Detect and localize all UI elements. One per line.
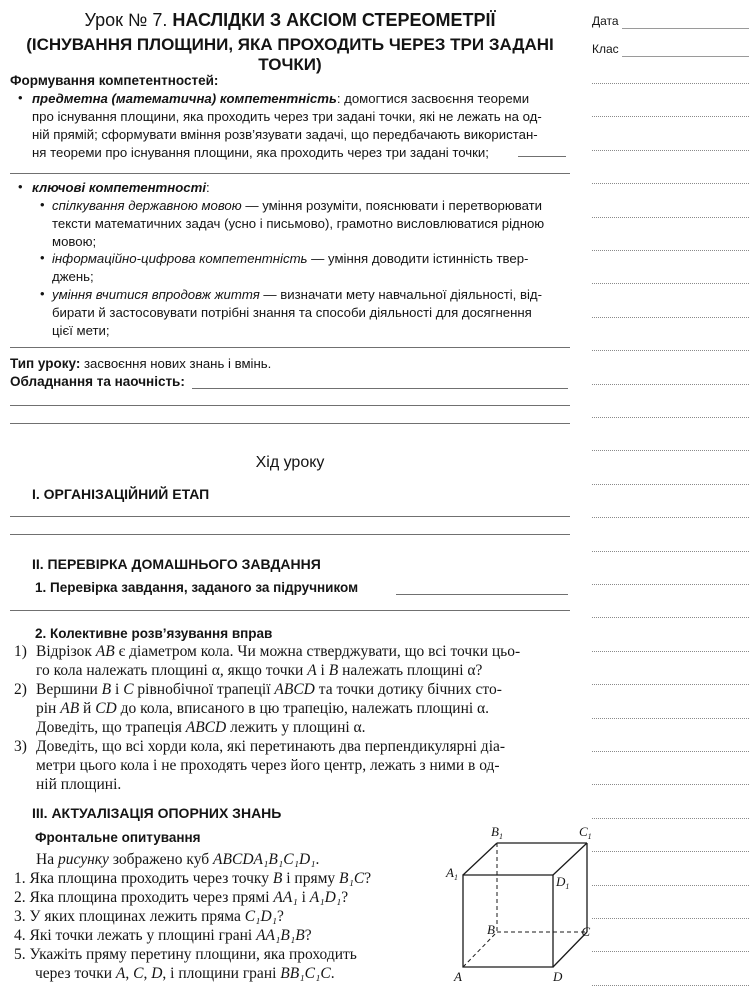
question-5-cont: через точки A, C, D, і площини грані BB₁C₁C. bbox=[35, 965, 335, 982]
blank-line bbox=[10, 534, 570, 535]
lifelong-line-3: цієї мети; bbox=[52, 323, 110, 338]
bullet-icon: • bbox=[18, 179, 23, 194]
competencies-heading: Формування компетентностей: bbox=[10, 73, 219, 88]
vertex-label-c1: $C_1$ bbox=[579, 824, 592, 841]
blank-line bbox=[10, 610, 570, 611]
homework-line bbox=[396, 594, 568, 595]
margin-line bbox=[592, 985, 749, 986]
margin-line bbox=[592, 317, 749, 318]
date-line bbox=[622, 28, 749, 29]
margin-line bbox=[592, 551, 749, 552]
equipment-label: Обладнання та наочність: bbox=[10, 374, 185, 389]
margin-line bbox=[592, 517, 749, 518]
subject-line-3: ній прямій; сформувати вміння розв’язувати задачі, що передбачають використан- bbox=[32, 127, 538, 142]
vertex-label-d1: $D_1$ bbox=[556, 874, 570, 891]
question-5: 5. Укажіть пряму перетину площини, яка проходить bbox=[14, 946, 357, 963]
key-term: ключові компетентності bbox=[32, 180, 207, 195]
exercise-number: 2) bbox=[14, 681, 27, 698]
margin-line bbox=[592, 83, 749, 84]
key-competencies bbox=[32, 179, 210, 197]
question-4: 4. Які точки лежать у площині грані AA₁B₁B? bbox=[14, 927, 312, 944]
communication-line-3: мовою; bbox=[52, 234, 97, 249]
bullet-icon: • bbox=[40, 197, 45, 212]
vertex-label-b: B bbox=[487, 922, 495, 937]
digital-term: інформаційно-цифрова компетентність bbox=[52, 251, 308, 266]
exercises-heading: 2. Колективне розв’язування вправ bbox=[35, 626, 273, 641]
margin-line bbox=[592, 584, 749, 585]
margin-line bbox=[592, 384, 749, 385]
blank-line bbox=[518, 156, 566, 157]
communication-line-2: тексти математичних задач (усно і письмово), грамотно висловлюватися рідною bbox=[52, 216, 545, 231]
lesson-type bbox=[10, 355, 271, 373]
lesson-topic: НАСЛІДКИ З АКСІОМ СТЕРЕОМЕТРІЇ bbox=[172, 10, 496, 30]
vertex-label-a1: $A_1$ bbox=[446, 865, 458, 882]
digital-competence bbox=[52, 250, 577, 286]
margin-line bbox=[592, 718, 749, 719]
margin-line bbox=[592, 851, 749, 852]
communication-term: спілкування державною мовою bbox=[52, 198, 242, 213]
margin-line bbox=[592, 116, 749, 117]
lesson-type-value: засвоєння нових знань і вмінь. bbox=[80, 356, 272, 371]
lifelong-line-2: бирати й застосовувати потрібні знання та способи діяльності для досягнення bbox=[52, 305, 532, 320]
lesson-number: Урок № 7. bbox=[84, 10, 168, 30]
subject-term: предметна (математична) компетентність bbox=[32, 91, 337, 106]
question-2: 2. Яка площина проходить через прямі AA₁ і A₁D₁? bbox=[14, 889, 349, 906]
blank-line bbox=[10, 423, 570, 424]
blank-line bbox=[10, 347, 570, 348]
blank-line bbox=[10, 173, 570, 174]
frontal-survey-heading: Фронтальне опитування bbox=[35, 830, 201, 845]
question-list bbox=[14, 869, 454, 983]
digital-line-1: — уміння доводити істинність твер- bbox=[307, 251, 529, 266]
subject-line-2: про існування площини, яка проходить через три задані точки, які не лежать на од- bbox=[32, 109, 542, 124]
subject-line-1: : домогтися засвоєння теореми bbox=[336, 91, 530, 106]
cube-edge-a1b1 bbox=[463, 843, 497, 875]
margin-line bbox=[592, 818, 749, 819]
margin-line bbox=[592, 484, 749, 485]
lesson-type-label: Тип уроку: bbox=[10, 356, 81, 371]
margin-line bbox=[592, 651, 749, 652]
digital-line-2: джень; bbox=[52, 269, 94, 284]
section-2-heading: ІІ. ПЕРЕВІРКА ДОМАШНЬОГО ЗАВДАННЯ bbox=[32, 556, 321, 572]
date-label: Дата bbox=[592, 14, 619, 28]
lesson-subtitle: (ІСНУВАННЯ ПЛОЩИНИ, ЯКА ПРОХОДИТЬ ЧЕРЕЗ ТРИ ЗАДАНІ ТОЧКИ) bbox=[26, 35, 554, 74]
communication-competence bbox=[52, 197, 577, 251]
margin-line bbox=[592, 918, 749, 919]
equipment-line bbox=[192, 388, 568, 389]
cube-intro: На рисунку зображено куб ABCDA₁B₁C₁D₁. bbox=[36, 851, 320, 868]
margin-line bbox=[592, 951, 749, 952]
section-3-heading: ІІІ. АКТУАЛІЗАЦІЯ ОПОРНИХ ЗНАНЬ bbox=[32, 805, 282, 821]
exercise-1: Відрізок AB є діаметром кола. Чи можна стверджувати, що всі точки цьо- го кола належать площині α, якщо точки A і B належать площині α? bbox=[36, 643, 521, 679]
bullet-icon: • bbox=[40, 250, 45, 265]
key-colon: : bbox=[206, 180, 210, 195]
margin-line bbox=[592, 217, 749, 218]
subject-competence bbox=[32, 90, 577, 162]
bullet-icon: • bbox=[40, 286, 45, 301]
question-3: 3. У яких площинах лежить пряма C₁D₁? bbox=[14, 908, 284, 925]
margin-line bbox=[592, 183, 749, 184]
homework-check-heading: 1. Перевірка завдання, заданого за підручником bbox=[35, 580, 359, 595]
margin-line bbox=[592, 283, 749, 284]
blank-line bbox=[10, 516, 570, 517]
margin-line bbox=[592, 751, 749, 752]
cube-front-face bbox=[463, 875, 553, 967]
margin-line bbox=[592, 417, 749, 418]
exercise-number: 3) bbox=[14, 738, 27, 755]
lifelong-term: уміння вчитися впродовж життя bbox=[52, 287, 260, 302]
margin-line bbox=[592, 684, 749, 685]
blank-line bbox=[10, 405, 570, 406]
vertex-label-d: D bbox=[553, 969, 563, 984]
communication-line-1: — уміння розуміти, пояснювати і перетворювати bbox=[241, 198, 543, 213]
bullet-icon: • bbox=[18, 90, 23, 105]
vertex-label-c: C bbox=[581, 924, 590, 939]
exercise-2: Вершини B і C рівнобічної трапеції ABCD та точки дотику бічних сто- рін AB й CD до кола, вписаного в цю трапецію, належать площині α. Доведіть, що трапеція ABCD лежить у площині α. bbox=[36, 681, 502, 736]
margin-line bbox=[592, 617, 749, 618]
margin-line bbox=[592, 350, 749, 351]
cube-figure bbox=[440, 820, 590, 990]
vertex-label-b1: $B_1$ bbox=[491, 824, 503, 841]
vertex-label-a: A bbox=[454, 969, 462, 984]
cube-edge-d1c1 bbox=[553, 843, 587, 875]
question-1: 1. Яка площина проходить через точку B і пряму B₁C? bbox=[14, 870, 372, 887]
lesson-title bbox=[0, 10, 580, 31]
margin-line bbox=[592, 784, 749, 785]
class-label: Клас bbox=[592, 42, 619, 56]
exercise-3: Доведіть, що всі хорди кола, які перетинають два перпендикулярні діа- метри цього кола і не проходять через його центр, лежать з ними в од- ній площині. bbox=[36, 738, 506, 793]
lifelong-competence bbox=[52, 286, 577, 340]
cube-hidden-edge-ab bbox=[463, 932, 497, 967]
section-1-heading: І. ОРГАНІЗАЦІЙНИЙ ЕТАП bbox=[32, 486, 210, 502]
margin-line bbox=[592, 450, 749, 451]
exercise-number: 1) bbox=[14, 643, 27, 660]
margin-line bbox=[592, 250, 749, 251]
class-line bbox=[622, 56, 749, 57]
subject-line-4: ня теореми про існування площини, яка проходить через три задані точки; bbox=[32, 145, 489, 160]
margin-line bbox=[592, 885, 749, 886]
margin-line bbox=[592, 150, 749, 151]
course-heading: Хід уроку bbox=[255, 454, 325, 471]
lifelong-line-1: — визначати мету навчальної діяльності, від- bbox=[259, 287, 543, 302]
